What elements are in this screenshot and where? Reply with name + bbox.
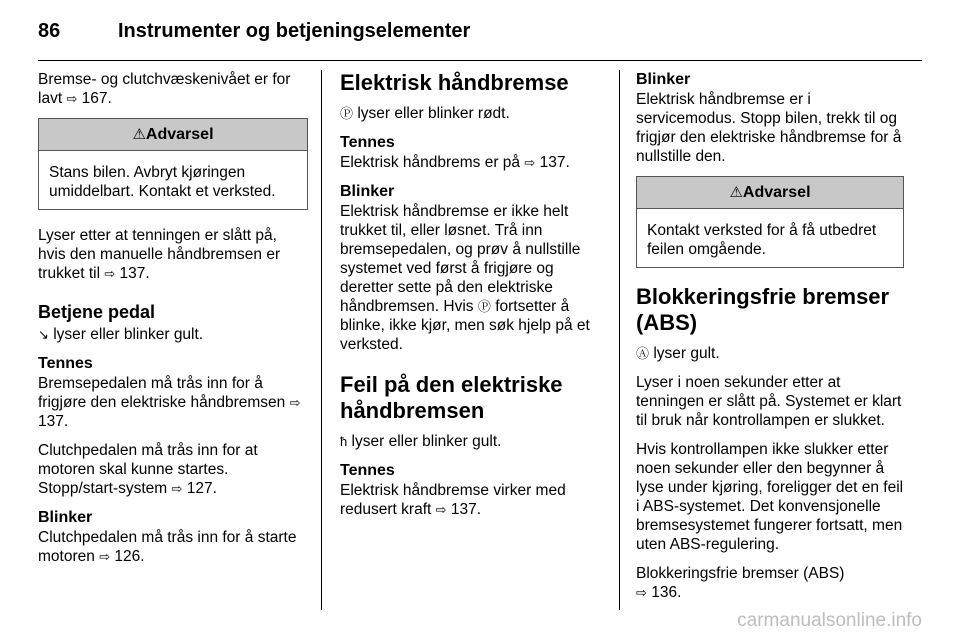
watermark: carmanualsonline.info xyxy=(737,610,922,631)
paragraph: Clutchpedalen må trås inn for at motoren skal kunne startes. Stopp/start-system ⇨ 127. xyxy=(38,442,258,497)
warning-header: ⚠Advarsel xyxy=(637,177,903,209)
status-line: ħ lyser eller blinker gult. xyxy=(340,433,502,450)
column-divider-1 xyxy=(321,70,322,610)
reference-arrow-icon: ⇨ xyxy=(104,266,116,281)
section-title: Blokkeringsfrie bremser (ABS) xyxy=(636,284,890,335)
warning-triangle-icon: ⚠ xyxy=(729,184,743,201)
warning-body: Stans bilen. Avbryt kjøringen umiddelbart. Kontakt et verksted. xyxy=(49,164,276,200)
page-title: Instrumenter og betjeningselementer xyxy=(118,20,471,42)
brake-fault-icon: ħ xyxy=(340,434,348,449)
column-2 xyxy=(340,70,608,529)
status-line: Ⓐ lyser gult. xyxy=(636,345,720,362)
reference-arrow-icon: ⇨ xyxy=(171,481,183,496)
reference-arrow-icon: ⇨ xyxy=(435,502,447,517)
warning-triangle-icon: ⚠ xyxy=(132,126,146,143)
subheading: Blinker xyxy=(636,71,691,88)
page-header xyxy=(38,14,922,54)
warning-header: ⚠Advarsel xyxy=(39,119,307,151)
status-line: ↘ lyser eller blinker gult. xyxy=(38,326,204,343)
warning-box xyxy=(38,118,308,210)
paragraph: Lyser i noen sekunder etter at tenningen er slått på. Systemet er klart til bruk når kontrollampen er slukket. xyxy=(636,374,902,429)
reference-arrow-icon: ⇨ xyxy=(99,549,111,564)
header-rule xyxy=(38,60,922,61)
paragraph: Hvis kontrollampen ikke slukker etter noen sekunder eller den begynner å lyse under kjøring, foreligger det en feil i ABS-systemet. Det konvensjonelle bremsesystemet fungerer fortsatt, men uten ABS-regulering. xyxy=(636,441,904,553)
column-1 xyxy=(38,70,308,576)
abs-icon: Ⓐ xyxy=(636,346,650,361)
paragraph: Lyser etter at tenningen er slått på, hvis den manuelle håndbremsen er trukket til ⇨ 137. xyxy=(38,227,281,282)
section-heading: Betjene pedal xyxy=(38,302,156,322)
paragraph: Elektrisk håndbrems er på ⇨ 137. xyxy=(340,154,570,171)
paragraph: Blokkeringsfrie bremser (ABS) ⇨ 136. xyxy=(636,565,845,601)
subheading: Blinker xyxy=(340,183,395,200)
subheading: Tennes xyxy=(340,462,395,479)
page-number: 86 xyxy=(38,20,61,42)
reference-arrow-icon: ⇨ xyxy=(66,91,78,106)
warning-body: Kontakt verksted for å få utbedret feilen omgående. xyxy=(647,222,877,258)
paragraph: Elektrisk håndbremse er ikke helt trukket til, eller løsnet. Trå inn bremsepedalen, og prøv å nullstille systemet ved først å frigjøre og deretter sette på den elektriske håndbremsen. Hvis Ⓟ fortsetter å blinke, ikke kjør, men søk hjelp på et verksted. xyxy=(340,203,590,353)
warning-box xyxy=(636,176,904,268)
paragraph: Elektrisk håndbremse virker med redusert kraft ⇨ 137. xyxy=(340,482,566,518)
section-title: Elektrisk håndbremse xyxy=(340,70,569,95)
paragraph: Clutchpedalen må trås inn for å starte motoren ⇨ 126. xyxy=(38,529,297,565)
subheading: Tennes xyxy=(340,134,395,151)
subheading: Blinker xyxy=(38,509,93,526)
pedal-icon: ↘ xyxy=(38,327,49,342)
section-title: Feil på den elektriske håndbremsen xyxy=(340,372,563,423)
column-divider-2 xyxy=(619,70,620,610)
paragraph: Elektrisk håndbremse er i servicemodus. Stopp bilen, trekk til og frigjør den elektriske håndbremse for å nullstille den. xyxy=(636,91,902,165)
reference-arrow-icon: ⇨ xyxy=(636,585,647,600)
paragraph: Bremse- og clutchvæskenivået er for lavt ⇨ 167. xyxy=(38,71,291,107)
paragraph: Bremsepedalen må trås inn for å frigjøre den elektriske håndbremsen ⇨ 137. xyxy=(38,375,301,430)
brake-icon: Ⓟ xyxy=(340,106,354,121)
brake-icon: Ⓟ xyxy=(477,299,491,314)
subheading: Tennes xyxy=(38,355,93,372)
reference-arrow-icon: ⇨ xyxy=(524,155,536,170)
status-line: Ⓟ lyser eller blinker rødt. xyxy=(340,105,510,122)
reference-arrow-icon: ⇨ xyxy=(289,395,301,410)
column-3 xyxy=(636,70,904,612)
